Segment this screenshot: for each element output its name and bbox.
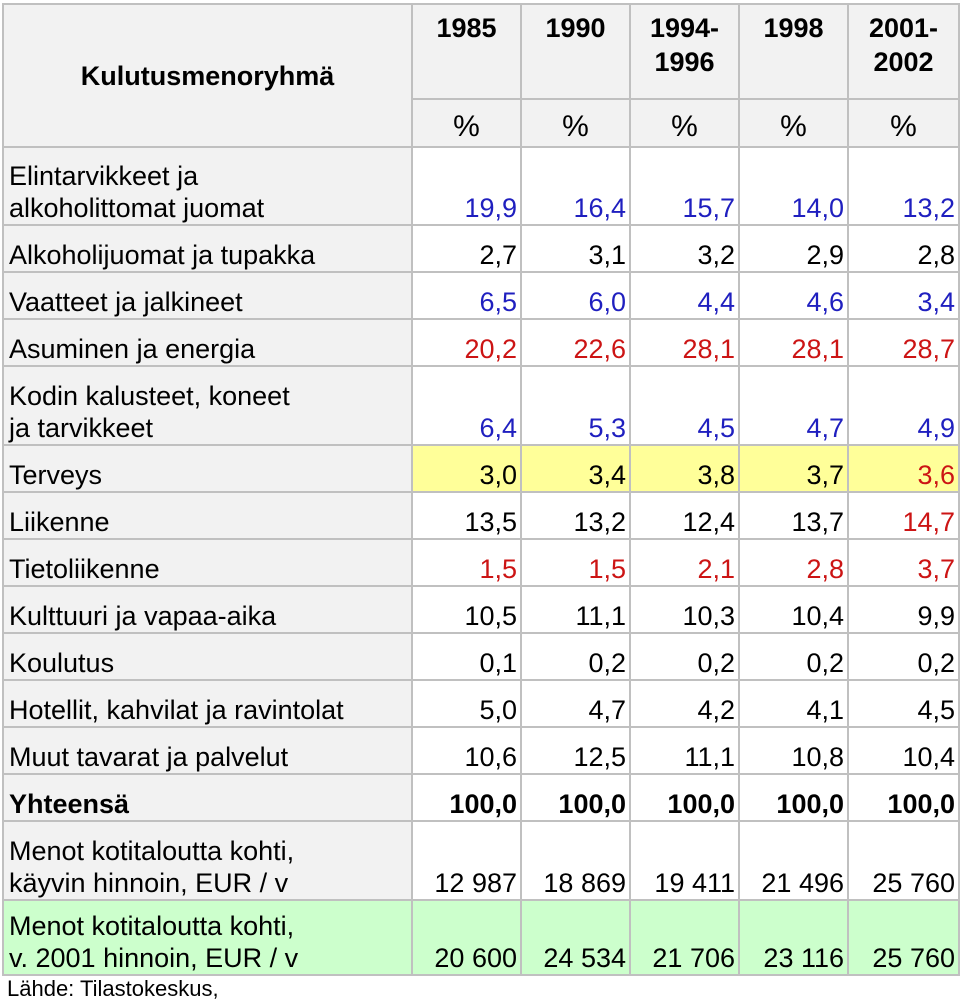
year-header: 1985 — [412, 4, 521, 99]
value-cell: 4,7 — [739, 366, 848, 445]
value-cell: 20,2 — [412, 319, 521, 366]
row-label: Menot kotitaloutta kohti, käyvin hinnoin, EUR / v — [3, 821, 412, 900]
value-cell: 28,7 — [848, 319, 959, 366]
value-cell: 6,5 — [412, 272, 521, 319]
table-row — [3, 900, 959, 975]
value-cell: 2,1 — [630, 539, 739, 586]
unit-header: % — [412, 99, 521, 147]
value-cell: 3,4 — [521, 445, 630, 492]
year-header: 1990 — [521, 4, 630, 99]
value-cell: 10,4 — [848, 727, 959, 774]
value-cell: 100,0 — [521, 774, 630, 821]
year-header: 1998 — [739, 4, 848, 99]
value-cell: 21 496 — [739, 821, 848, 900]
value-cell: 0,2 — [630, 633, 739, 680]
row-label: Hotellit, kahvilat ja ravintolat — [3, 680, 412, 727]
value-cell: 14,7 — [848, 492, 959, 539]
table-row — [3, 586, 959, 633]
row-label: Alkoholijuomat ja tupakka — [3, 225, 412, 272]
row-label: Terveys — [3, 445, 412, 492]
year-header: 2001- 2002 — [848, 4, 959, 99]
value-cell: 3,1 — [521, 225, 630, 272]
value-cell: 0,1 — [412, 633, 521, 680]
value-cell: 19 411 — [630, 821, 739, 900]
value-cell: 3,7 — [848, 539, 959, 586]
row-label: Muut tavarat ja palvelut — [3, 727, 412, 774]
table-row — [3, 445, 959, 492]
value-cell: 13,2 — [521, 492, 630, 539]
value-cell: 4,9 — [848, 366, 959, 445]
value-cell: 6,0 — [521, 272, 630, 319]
value-cell: 2,7 — [412, 225, 521, 272]
row-label: Kodin kalusteet, koneet ja tarvikkeet — [3, 366, 412, 445]
table-row — [3, 774, 959, 821]
value-cell: 3,0 — [412, 445, 521, 492]
value-cell: 4,5 — [630, 366, 739, 445]
value-cell: 5,3 — [521, 366, 630, 445]
table-row — [3, 225, 959, 272]
row-label: Yhteensä — [3, 774, 412, 821]
value-cell: 2,8 — [848, 225, 959, 272]
value-cell: 20 600 — [412, 900, 521, 975]
value-cell: 11,1 — [521, 586, 630, 633]
row-label: Menot kotitaloutta kohti, v. 2001 hinnoin, EUR / v — [3, 900, 412, 975]
row-label: Kulttuuri ja vapaa-aika — [3, 586, 412, 633]
value-cell: 28,1 — [630, 319, 739, 366]
unit-header: % — [848, 99, 959, 147]
value-cell: 2,8 — [739, 539, 848, 586]
value-cell: 18 869 — [521, 821, 630, 900]
value-cell: 28,1 — [739, 319, 848, 366]
row-label: Elintarvikkeet ja alkoholittomat juomat — [3, 147, 412, 225]
value-cell: 100,0 — [412, 774, 521, 821]
source-note: Lähde: Tilastokeskus, — [7, 976, 219, 1001]
unit-header: % — [521, 99, 630, 147]
value-cell: 15,7 — [630, 147, 739, 225]
value-cell: 6,4 — [412, 366, 521, 445]
value-cell: 21 706 — [630, 900, 739, 975]
table-body — [3, 147, 959, 975]
row-label: Koulutus — [3, 633, 412, 680]
value-cell: 5,0 — [412, 680, 521, 727]
value-cell: 16,4 — [521, 147, 630, 225]
value-cell: 10,4 — [739, 586, 848, 633]
row-label: Vaatteet ja jalkineet — [3, 272, 412, 319]
table-row — [3, 366, 959, 445]
value-cell: 3,8 — [630, 445, 739, 492]
value-cell: 3,7 — [739, 445, 848, 492]
value-cell: 11,1 — [630, 727, 739, 774]
value-cell: 100,0 — [739, 774, 848, 821]
value-cell: 13,5 — [412, 492, 521, 539]
value-cell: 25 760 — [848, 821, 959, 900]
value-cell: 10,5 — [412, 586, 521, 633]
row-label: Asuminen ja energia — [3, 319, 412, 366]
unit-header: % — [630, 99, 739, 147]
value-cell: 10,6 — [412, 727, 521, 774]
value-cell: 4,1 — [739, 680, 848, 727]
value-cell: 4,5 — [848, 680, 959, 727]
value-cell: 12,5 — [521, 727, 630, 774]
table-row — [3, 272, 959, 319]
row-label: Tietoliikenne — [3, 539, 412, 586]
value-cell: 25 760 — [848, 900, 959, 975]
unit-header: % — [739, 99, 848, 147]
value-cell: 4,2 — [630, 680, 739, 727]
value-cell: 1,5 — [412, 539, 521, 586]
value-cell: 3,4 — [848, 272, 959, 319]
value-cell: 3,2 — [630, 225, 739, 272]
table-row — [3, 633, 959, 680]
value-cell: 4,7 — [521, 680, 630, 727]
value-cell: 14,0 — [739, 147, 848, 225]
table-row — [3, 539, 959, 586]
value-cell: 1,5 — [521, 539, 630, 586]
value-cell: 4,4 — [630, 272, 739, 319]
value-cell: 9,9 — [848, 586, 959, 633]
value-cell: 2,9 — [739, 225, 848, 272]
value-cell: 0,2 — [848, 633, 959, 680]
table-row — [3, 680, 959, 727]
table-row — [3, 727, 959, 774]
year-header: 1994- 1996 — [630, 4, 739, 99]
value-cell: 22,6 — [521, 319, 630, 366]
value-cell: 12 987 — [412, 821, 521, 900]
value-cell: 0,2 — [521, 633, 630, 680]
value-cell: 100,0 — [848, 774, 959, 821]
row-label: Liikenne — [3, 492, 412, 539]
value-cell: 24 534 — [521, 900, 630, 975]
value-cell: 10,8 — [739, 727, 848, 774]
value-cell: 4,6 — [739, 272, 848, 319]
table-row — [3, 821, 959, 900]
value-cell: 13,7 — [739, 492, 848, 539]
value-cell: 3,6 — [848, 445, 959, 492]
value-cell: 19,9 — [412, 147, 521, 225]
consumption-table — [2, 3, 960, 976]
value-cell: 0,2 — [739, 633, 848, 680]
value-cell: 10,3 — [630, 586, 739, 633]
table-row — [3, 492, 959, 539]
table-row — [3, 147, 959, 225]
table-row — [3, 319, 959, 366]
value-cell: 12,4 — [630, 492, 739, 539]
value-cell: 13,2 — [848, 147, 959, 225]
value-cell: 23 116 — [739, 900, 848, 975]
value-cell: 100,0 — [630, 774, 739, 821]
group-column-header: Kulutusmenoryhmä — [3, 4, 412, 147]
